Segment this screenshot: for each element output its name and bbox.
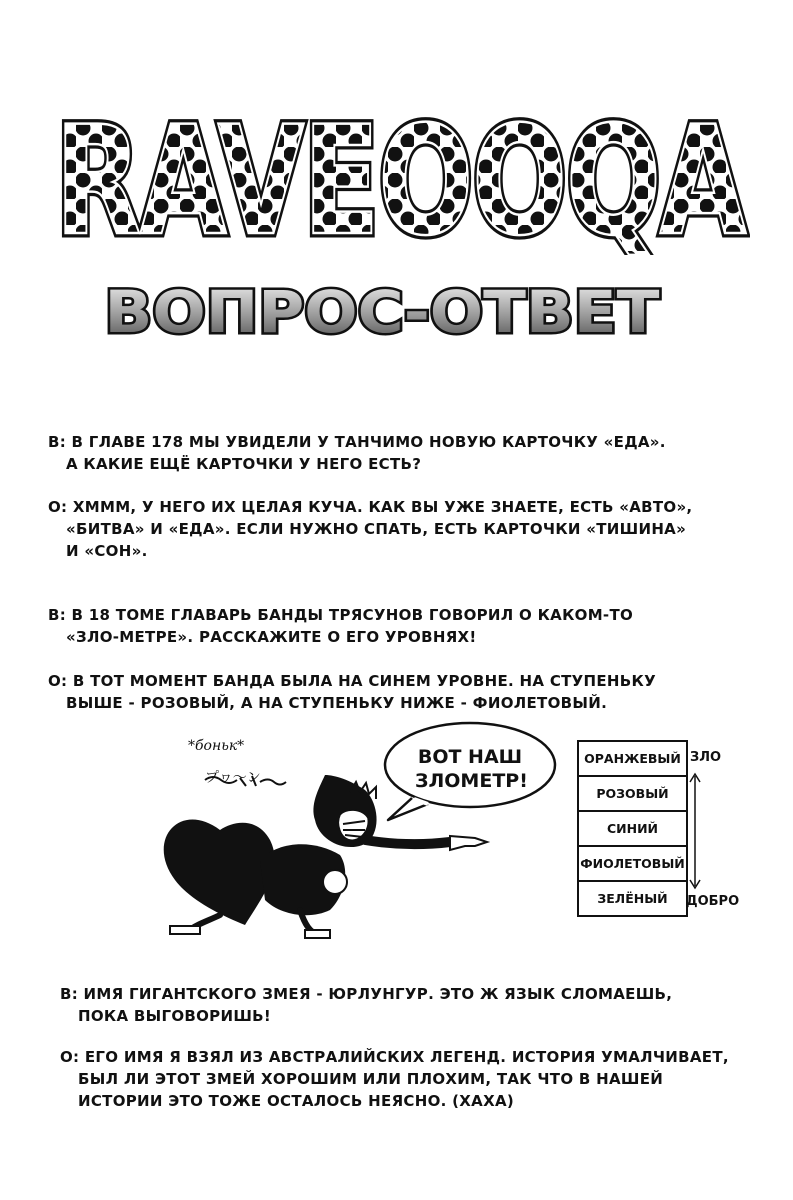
svg-text:ВОПРОС-ОТВЕТ: ВОПРОС-ОТВЕТ <box>104 278 660 346</box>
scale-bottom-label: ДОБРО <box>686 894 740 909</box>
scale-level: РОЗОВЫЙ <box>579 777 686 812</box>
heart-body <box>164 820 275 925</box>
scale-level: ОРАНЖЕВЫЙ <box>579 742 686 777</box>
scale-top-label: ЗЛО <box>690 750 722 765</box>
answer-line: ИСТОРИИ ЭТО ТОЖЕ ОСТАЛОСЬ НЕЯСНО. (ХАХА) <box>78 1092 515 1110</box>
answer-3 <box>60 1046 760 1112</box>
question-line: В: ИМЯ ГИГАНТСКОГО ЗМЕЯ - ЮРЛУНГУР. ЭТО Ж ЯЗЫК СЛОМАЕШЬ, <box>60 985 673 1003</box>
answer-line: БЫЛ ЛИ ЭТОТ ЗМЕЙ ХОРОШИМ ИЛИ ПЛОХИМ, ТАК ЧТО В НАШЕЙ <box>78 1070 664 1088</box>
question-3 <box>60 983 760 1027</box>
question-2 <box>48 604 748 648</box>
bubble-line: ВОТ НАШ <box>417 746 523 768</box>
question-line: ПОКА ВЫГОВОРИШЬ! <box>78 1007 272 1025</box>
page-subtitle <box>100 270 665 350</box>
answer-line: «БИТВА» И «ЕДА». ЕСЛИ НУЖНО СПАТЬ, ЕСТЬ КАРТОЧКИ «ТИШИНА» <box>66 520 687 538</box>
scale-arrow-icon <box>688 772 702 890</box>
bubble-line: ЗЛОМЕТР! <box>415 770 528 792</box>
answer-line: И «СОН». <box>66 542 148 560</box>
question-line: В: В 18 ТОМЕ ГЛАВАРЬ БАНДЫ ТРЯСУНОВ ГОВОРИЛ О КАКОМ-ТО <box>48 606 634 624</box>
zlometer-table <box>577 740 688 917</box>
answer-2 <box>48 670 748 714</box>
question-1 <box>48 431 748 475</box>
sfx-label: *боньк* <box>188 738 245 754</box>
question-line: В: В ГЛАВЕ 178 МЫ УВИДЕЛИ У ТАНЧИМО НОВУЮ КАРТОЧКУ «ЕДА». <box>48 433 666 451</box>
answer-line: О: В ТОТ МОМЕНТ БАНДА БЫЛА НА СИНЕМ УРОВНЕ. НА СТУПЕНЬКУ <box>48 672 656 690</box>
scale-level: ЗЕЛЁНЫЙ <box>597 891 668 906</box>
answer-1 <box>48 496 748 562</box>
question-line: «ЗЛО-МЕТРЕ». РАССКАЖИТЕ О ЕГО УРОВНЯХ! <box>66 628 477 646</box>
scale-level: ФИОЛЕТОВЫЙ <box>579 847 686 882</box>
question-line: А КАКИЕ ЕЩЁ КАРТОЧКИ У НЕГО ЕСТЬ? <box>66 455 422 473</box>
scale-level: СИНИЙ <box>579 812 686 847</box>
answer-line: О: ЕГО ИМЯ Я ВЗЯЛ ИЗ АВСТРАЛИЙСКИХ ЛЕГЕНД. ИСТОРИЯ УМАЛЧИВАЕТ, <box>60 1048 729 1066</box>
svg-text:RAVEOOQA: RAVEOOQA <box>55 95 747 255</box>
svg-text:RAVEOOQA: RAVEOOQA <box>55 95 747 255</box>
answer-line: ВЫШЕ - РОЗОВЫЙ, А НА СТУПЕНЬКУ НИЖЕ - ФИОЛЕТОВЫЙ. <box>66 694 608 712</box>
sfx-kana: プヮ〜ン <box>205 770 261 786</box>
speech-bubble-text <box>415 745 528 793</box>
page-title-logo <box>50 95 750 255</box>
answer-line: О: ХМММ, У НЕГО ИХ ЦЕЛАЯ КУЧА. КАК ВЫ УЖЕ ЗНАЕТЕ, ЕСТЬ «АВТО», <box>48 498 693 516</box>
